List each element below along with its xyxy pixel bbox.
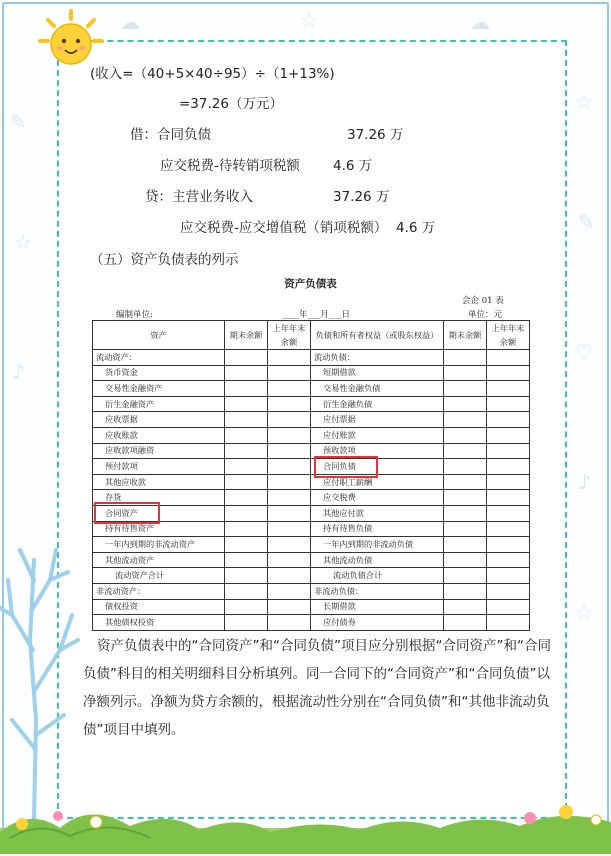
asset-prev-year-cell	[268, 365, 311, 381]
journal-debit-amount: 37.26 万	[347, 127, 404, 143]
liability-item-cell: 预收款项	[311, 443, 444, 459]
journal-debit2-amount: 4.6 万	[333, 158, 373, 174]
liability-item-cell: 应付债券	[311, 615, 444, 631]
liability-item-cell: 衍生金融负债	[311, 396, 444, 412]
journal-credit-amount: 37.26 万	[333, 189, 390, 205]
liability-item-cell: 流动负债合计	[311, 568, 444, 584]
asset-prev-year-cell	[268, 490, 311, 506]
liability-period-end-cell	[444, 552, 487, 568]
liability-prev-year-cell	[487, 412, 530, 428]
asset-period-end-cell	[225, 583, 268, 599]
liability-prev-year-cell	[487, 381, 530, 397]
asset-period-end-cell	[225, 537, 268, 553]
liability-prev-year-cell	[487, 568, 530, 584]
asset-header: 资产	[93, 321, 225, 350]
liability-prev-year-cell	[487, 474, 530, 490]
contract-liabilities-highlight	[314, 456, 378, 478]
liability-item-cell: 非流动负债：	[311, 583, 444, 599]
liability-item-cell: 短期借款	[311, 365, 444, 381]
asset-item-cell: 持有待售资产	[93, 521, 225, 537]
asset-prev-year-cell	[268, 568, 311, 584]
asset-item-cell: 存货	[93, 490, 225, 506]
asset-period-end-cell	[225, 568, 268, 584]
pencil-doodle-icon: ✎	[578, 210, 595, 234]
balance-sheet	[92, 272, 529, 628]
liability-period-end-cell	[444, 568, 487, 584]
asset-period-end-cell	[225, 396, 268, 412]
asset-period-end-cell	[225, 490, 268, 506]
table-row	[93, 474, 530, 490]
liability-item-cell: 其他应付款	[311, 505, 444, 521]
asset-period-end-cell	[225, 521, 268, 537]
asset-item-cell: 合同资产	[93, 505, 225, 521]
liability-period-end-cell	[444, 427, 487, 443]
asset-prev-year-cell	[268, 537, 311, 553]
asset-period-end-cell	[225, 350, 268, 366]
asset-prev-year-cell	[268, 459, 311, 475]
liability-period-end-cell	[444, 599, 487, 615]
asset-prev-year-cell	[268, 552, 311, 568]
table-row	[93, 568, 530, 584]
liability-prev-year-cell	[487, 505, 530, 521]
calc-line-2: =37.26（万元）	[179, 96, 283, 112]
liability-item-cell: 其他流动负债	[311, 552, 444, 568]
asset-period-end-cell	[225, 552, 268, 568]
liability-item-cell: 流动负债：	[311, 350, 444, 366]
asset-prev-year-cell	[268, 350, 311, 366]
liability-item-cell: 交易性金融负债	[311, 381, 444, 397]
liability-period-end-cell	[444, 474, 487, 490]
asset-period-end-cell	[225, 615, 268, 631]
liability-item-cell: 持有待售负债	[311, 521, 444, 537]
explanation-paragraph	[83, 632, 551, 744]
table-row	[93, 583, 530, 599]
asset-item-cell: 其他应收款	[93, 474, 225, 490]
journal-debit-label: 借：合同负债	[130, 127, 211, 143]
music-doodle-icon: ♪	[578, 470, 591, 494]
balance-sheet-title: 资产负债表	[284, 278, 337, 290]
liability-prev-year-cell	[487, 599, 530, 615]
table-row	[93, 412, 530, 428]
liability-item-cell: 合同负债	[311, 459, 444, 475]
liability-prev-year-cell	[487, 459, 530, 475]
liability-prev-year-cell	[487, 615, 530, 631]
asset-item-cell: 流动资产：	[93, 350, 225, 366]
table-row	[93, 459, 530, 475]
liability-item-cell: 应付账款	[311, 427, 444, 443]
star-doodle-icon: ☆	[575, 600, 593, 624]
table-row	[93, 537, 530, 553]
prev-year-end-header-2: 上年年末余额	[487, 321, 530, 350]
liability-item-cell: 长期借款	[311, 599, 444, 615]
liability-prev-year-cell	[487, 552, 530, 568]
table-row	[93, 552, 530, 568]
grass-border-illustration	[0, 788, 611, 854]
tree-illustration	[0, 520, 80, 820]
asset-item-cell: 交易性金融资产	[93, 381, 225, 397]
liability-prev-year-cell	[487, 583, 530, 599]
asset-prev-year-cell	[268, 615, 311, 631]
liability-period-end-cell	[444, 615, 487, 631]
liability-period-end-cell	[444, 365, 487, 381]
date-line: ____年___月___日	[282, 310, 351, 320]
contract-assets-highlight	[94, 502, 160, 524]
currency-unit: 单位：元	[468, 310, 503, 320]
star-doodle-icon: ☆	[300, 8, 318, 32]
liability-header: 负债和所有者权益（或股东权益）	[311, 321, 444, 350]
table-row	[93, 599, 530, 615]
section-heading: （五）资产负债表的列示	[90, 252, 239, 268]
form-number: 会企 01 表	[462, 296, 504, 306]
table-row	[93, 427, 530, 443]
table-row	[93, 381, 530, 397]
asset-prev-year-cell	[268, 583, 311, 599]
explanation-text: 资产负债表中的“合同资产”和“合同负债”项目应分别根据“合同资产”和“合同负债”科目的相关明细科目分析填列。同一合同下的“合同资产”和“合同负债”以净额列示。净额为贷方余额的，根据流动性分别在“合同负债”和“其他非流动负债”项目中填列。	[83, 638, 551, 738]
asset-prev-year-cell	[268, 521, 311, 537]
journal-credit2-amount: 4.6 万	[396, 220, 436, 236]
liability-prev-year-cell	[487, 521, 530, 537]
liability-period-end-cell	[444, 505, 487, 521]
star-doodle-icon: ☆	[575, 90, 593, 114]
liability-period-end-cell	[444, 583, 487, 599]
liability-period-end-cell	[444, 459, 487, 475]
star-doodle-icon: ☆	[14, 230, 32, 254]
liability-prev-year-cell	[487, 365, 530, 381]
heart-doodle-icon: ♡	[575, 340, 593, 364]
asset-prev-year-cell	[268, 505, 311, 521]
asset-prev-year-cell	[268, 412, 311, 428]
asset-item-cell: 预付款项	[93, 459, 225, 475]
balance-sheet-table	[92, 320, 530, 631]
asset-prev-year-cell	[268, 381, 311, 397]
asset-item-cell: 其他流动资产	[93, 552, 225, 568]
asset-item-cell: 债权投资	[93, 599, 225, 615]
asset-item-cell: 应收账款	[93, 427, 225, 443]
asset-period-end-cell	[225, 412, 268, 428]
liability-item-cell: 一年内到期的非流动负债	[311, 537, 444, 553]
liability-period-end-cell	[444, 381, 487, 397]
asset-item-cell: 应收票据	[93, 412, 225, 428]
liability-item-cell: 应付票据	[311, 412, 444, 428]
table-row	[93, 350, 530, 366]
liability-period-end-cell	[444, 537, 487, 553]
liability-prev-year-cell	[487, 443, 530, 459]
cloud-doodle-icon: ☁	[120, 10, 140, 34]
table-row	[93, 443, 530, 459]
asset-prev-year-cell	[268, 474, 311, 490]
asset-period-end-cell	[225, 505, 268, 521]
asset-period-end-cell	[225, 365, 268, 381]
liability-period-end-cell	[444, 443, 487, 459]
liability-prev-year-cell	[487, 490, 530, 506]
asset-item-cell: 衍生金融资产	[93, 396, 225, 412]
liability-item-cell: 应付职工薪酬	[311, 474, 444, 490]
liability-prev-year-cell	[487, 396, 530, 412]
period-end-header-2: 期末余额	[444, 321, 487, 350]
asset-item-cell: 其他债权投资	[93, 615, 225, 631]
liability-item-cell: 应交税费	[311, 490, 444, 506]
asset-item-cell: 非流动资产：	[93, 583, 225, 599]
asset-prev-year-cell	[268, 427, 311, 443]
journal-debit2-label: 应交税费-待转销项税额	[160, 158, 300, 174]
journal-credit2-label: 应交税费-应交增值税（销项税额）	[180, 220, 388, 236]
asset-period-end-cell	[225, 599, 268, 615]
table-row	[93, 396, 530, 412]
asset-period-end-cell	[225, 459, 268, 475]
liability-period-end-cell	[444, 350, 487, 366]
asset-prev-year-cell	[268, 599, 311, 615]
liability-period-end-cell	[444, 396, 487, 412]
table-row	[93, 615, 530, 631]
asset-period-end-cell	[225, 443, 268, 459]
calc-line-1: (收入=（40+5×40÷95）÷（1+13%)	[90, 66, 335, 82]
music-doodle-icon: ♪	[12, 360, 25, 384]
liability-period-end-cell	[444, 412, 487, 428]
asset-item-cell: 货币资金	[93, 365, 225, 381]
liability-prev-year-cell	[487, 350, 530, 366]
liability-prev-year-cell	[487, 537, 530, 553]
journal-credit-label: 贷：主营业务收入	[145, 189, 253, 205]
pencil-doodle-icon: ✎	[10, 110, 27, 134]
asset-item-cell: 一年内到期的非流动资产	[93, 537, 225, 553]
compiling-unit-label: 编制单位:	[116, 310, 153, 320]
asset-item-cell: 应收款项融资	[93, 443, 225, 459]
asset-prev-year-cell	[268, 443, 311, 459]
asset-period-end-cell	[225, 474, 268, 490]
prev-year-end-header: 上年年末余额	[268, 321, 311, 350]
asset-period-end-cell	[225, 427, 268, 443]
period-end-header: 期末余额	[225, 321, 268, 350]
cloud-doodle-icon: ☁	[470, 10, 490, 34]
liability-period-end-cell	[444, 521, 487, 537]
asset-period-end-cell	[225, 381, 268, 397]
liability-period-end-cell	[444, 490, 487, 506]
asset-prev-year-cell	[268, 396, 311, 412]
table-row	[93, 365, 530, 381]
sun-icon	[36, 8, 106, 70]
asset-item-cell: 流动资产合计	[93, 568, 225, 584]
liability-prev-year-cell	[487, 427, 530, 443]
